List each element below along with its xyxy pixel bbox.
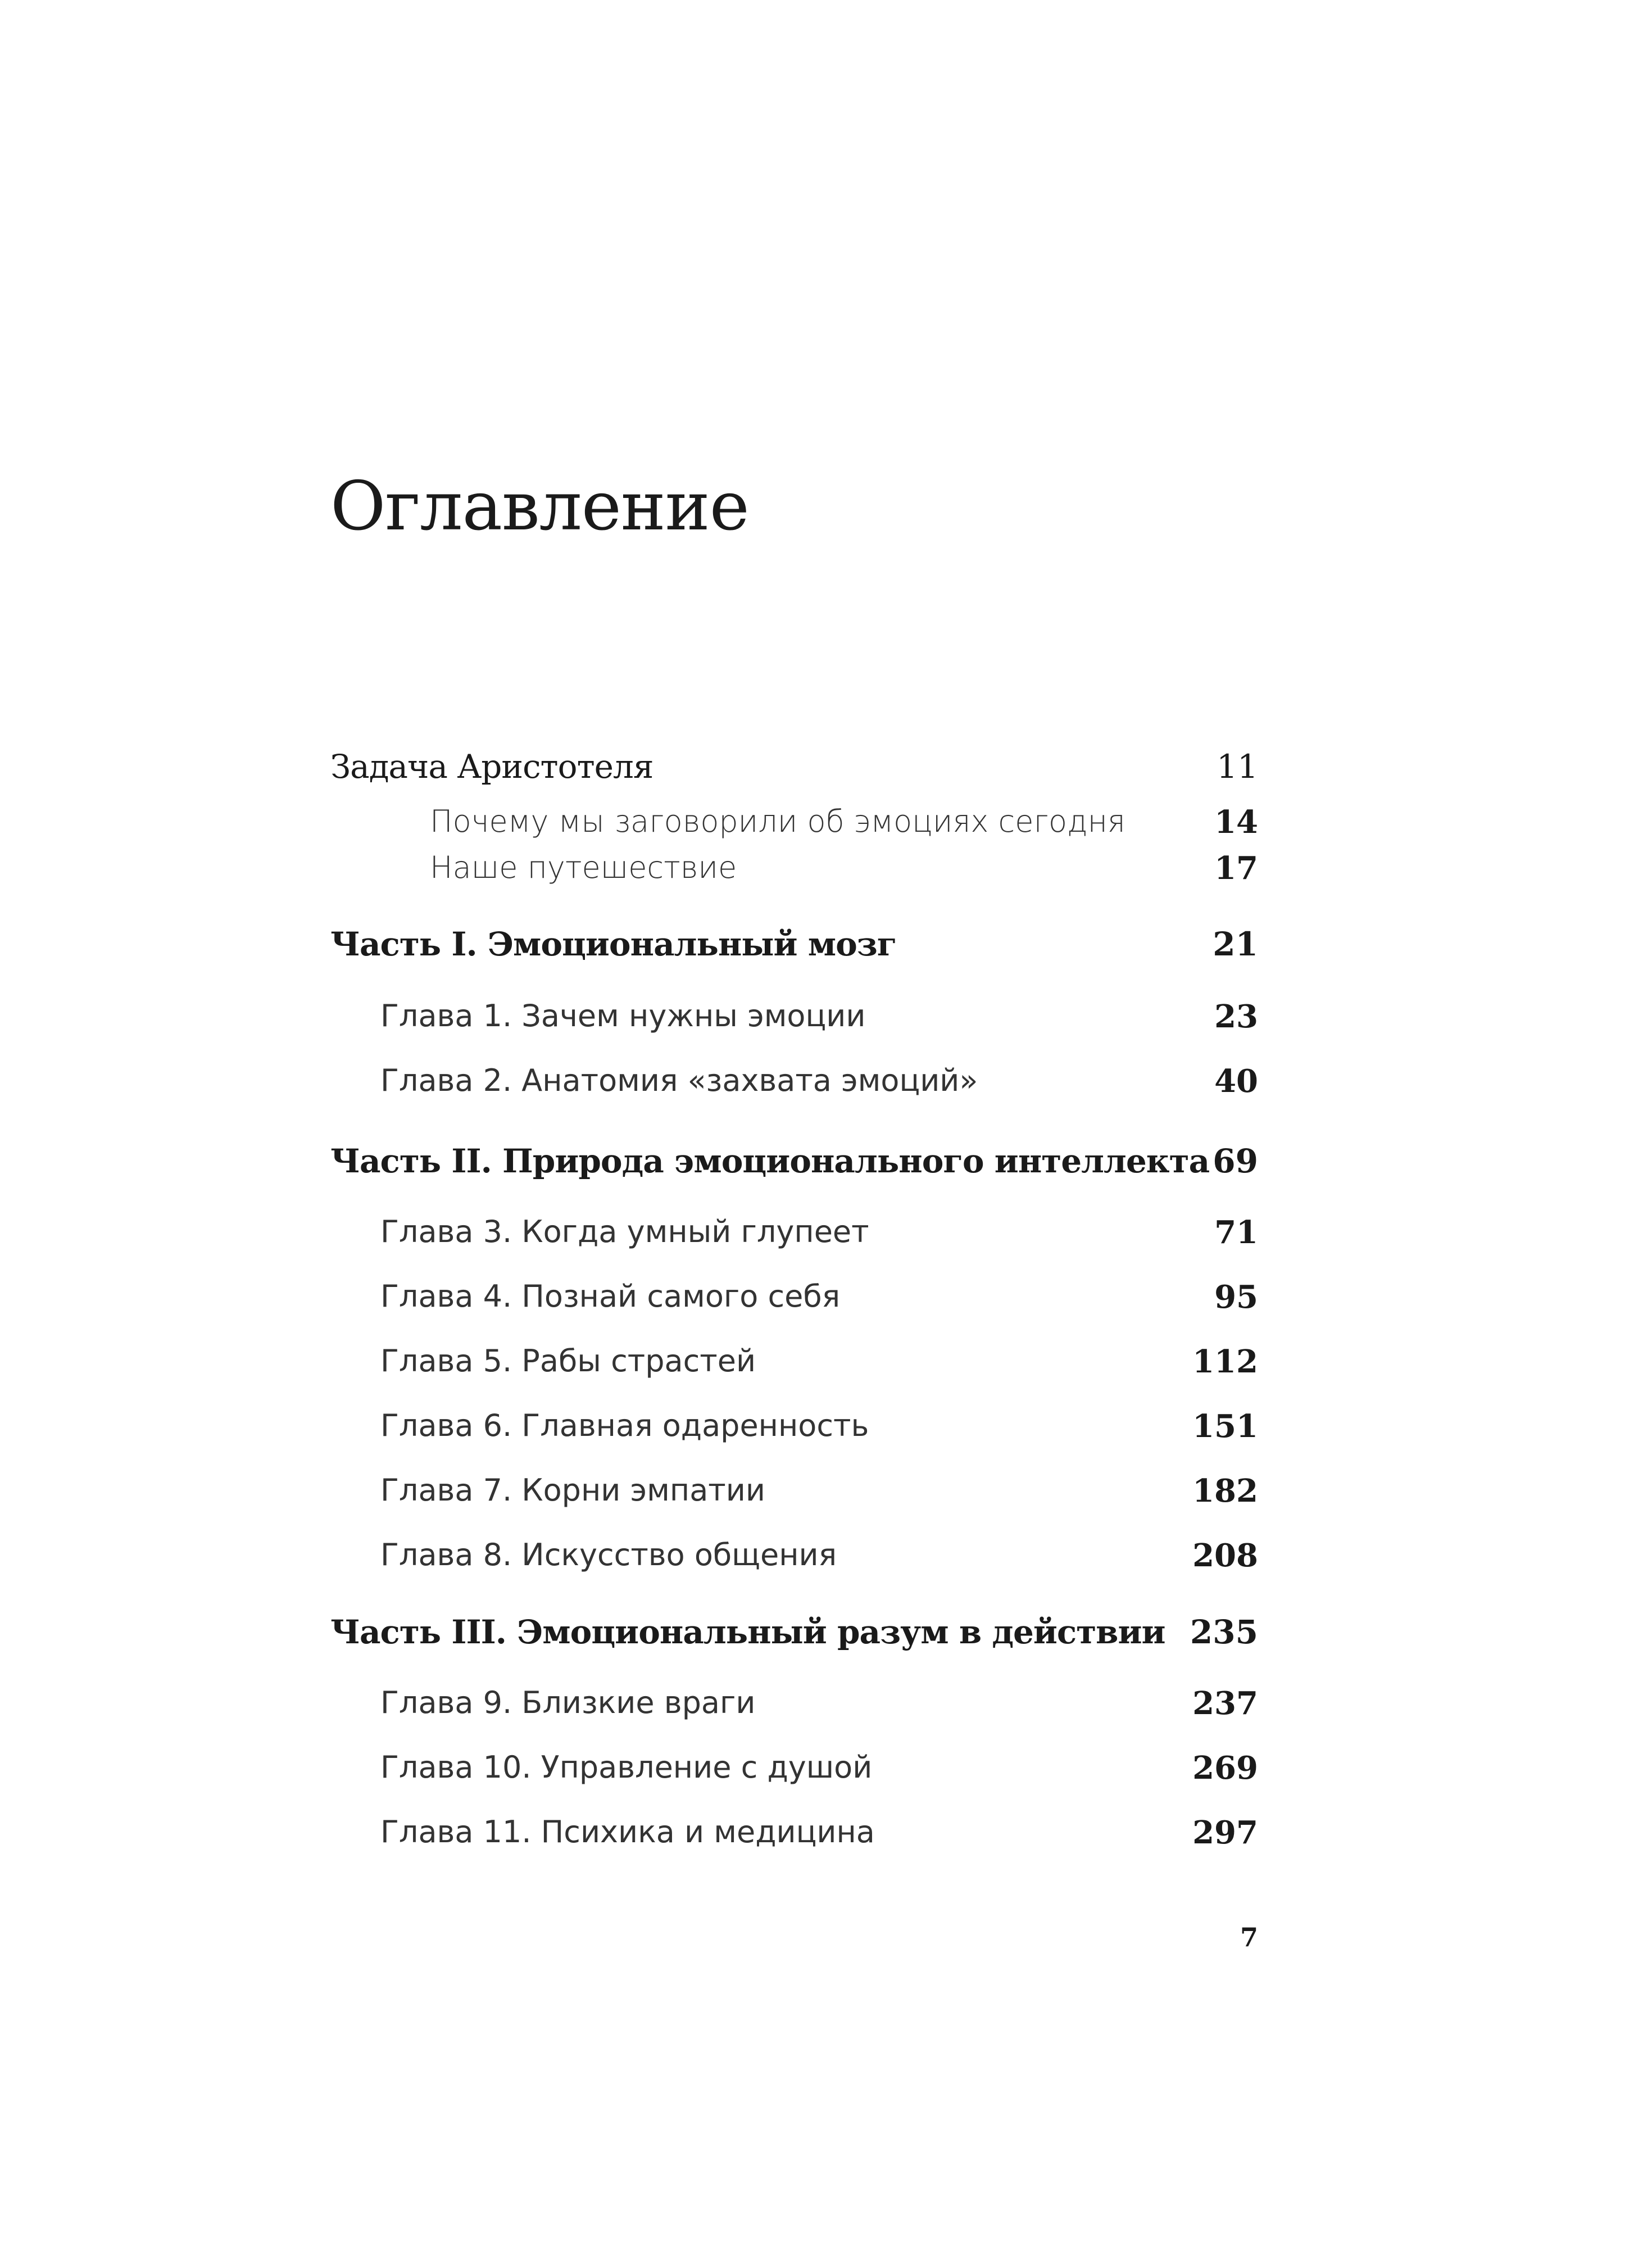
toc-entry-label: Глава 4. Познай самого себя [380, 1279, 841, 1314]
toc-entry-page: 235 [1190, 1613, 1258, 1651]
toc-entry-page: 23 [1214, 998, 1258, 1035]
toc-entry-page: 14 [1214, 804, 1258, 841]
toc-entry-part[interactable] [0, 925, 1652, 981]
toc-entry-sub[interactable] [0, 850, 1652, 906]
toc-entry-label: Почему мы заговорили об эмоциях сегодня [430, 804, 1125, 839]
toc-entry-label: Глава 2. Анатомия «захвата эмоций» [380, 1063, 978, 1098]
toc-entry-chapter[interactable] [0, 1750, 1652, 1806]
toc-entry-page: 95 [1214, 1279, 1258, 1316]
toc-entry-page: 237 [1192, 1685, 1258, 1722]
toc-entry-page: 112 [1192, 1343, 1258, 1380]
toc-entry-label: Наше путешествие [430, 850, 737, 885]
toc-entry-label: Глава 7. Корни эмпатии [380, 1472, 765, 1508]
toc-entry-label: Глава 10. Управление с душой [380, 1750, 873, 1785]
toc-entry-page: 151 [1192, 1408, 1258, 1445]
toc-entry-chapter[interactable] [0, 1685, 1652, 1741]
toc-entry-label: Часть III. Эмоциональный разум в действии [330, 1613, 1165, 1651]
toc-entry-chapter[interactable] [0, 1537, 1652, 1593]
toc-entry-label: Задача Аристотеля [330, 747, 653, 786]
toc-entry-label: Глава 5. Рабы страстей [380, 1343, 756, 1379]
toc-entry-chapter[interactable] [0, 1343, 1652, 1399]
toc-entry-chapter[interactable] [0, 1814, 1652, 1870]
toc-entry-chapter[interactable] [0, 1408, 1652, 1464]
page-number: 7 [1240, 1922, 1258, 1952]
toc-entry-page: 297 [1192, 1814, 1258, 1851]
toc-entry-page: 69 [1213, 1142, 1258, 1180]
toc-entry-page: 182 [1192, 1472, 1258, 1510]
toc-entry-chapter[interactable] [0, 1063, 1652, 1119]
toc-entry-page: 17 [1214, 850, 1258, 887]
toc-entry-page: 269 [1192, 1750, 1258, 1787]
toc-entry-chapter[interactable] [0, 998, 1652, 1054]
toc-entry-part[interactable] [0, 1613, 1652, 1669]
toc-entry-page: 11 [1217, 747, 1258, 786]
toc-entry-label: Глава 1. Зачем нужны эмоции [380, 998, 866, 1034]
toc-entry-chapter[interactable] [0, 1279, 1652, 1335]
toc-entry-part[interactable] [0, 1142, 1652, 1198]
toc-entry-label: Часть I. Эмоциональный мозг [330, 925, 897, 963]
toc-entry-page: 21 [1213, 925, 1258, 963]
toc-entry-label: Глава 3. Когда умный глупеет [380, 1214, 869, 1249]
page-title: Оглавление [330, 468, 749, 546]
toc-entry-label: Часть II. Природа эмоционального интеллекта [330, 1142, 1210, 1180]
toc-entry-intro[interactable] [0, 747, 1652, 804]
toc-entry-chapter[interactable] [0, 1214, 1652, 1270]
toc-entry-label: Глава 6. Главная одаренность [380, 1408, 869, 1443]
toc-entry-chapter[interactable] [0, 1472, 1652, 1529]
toc-entry-label: Глава 11. Психика и медицина [380, 1814, 875, 1850]
toc-entry-page: 40 [1214, 1063, 1258, 1100]
toc-entry-page: 208 [1192, 1537, 1258, 1574]
toc-entry-label: Глава 9. Близкие враги [380, 1685, 756, 1720]
toc-entry-label: Глава 8. Искусство общения [380, 1537, 837, 1572]
toc-entry-page: 71 [1214, 1214, 1258, 1251]
